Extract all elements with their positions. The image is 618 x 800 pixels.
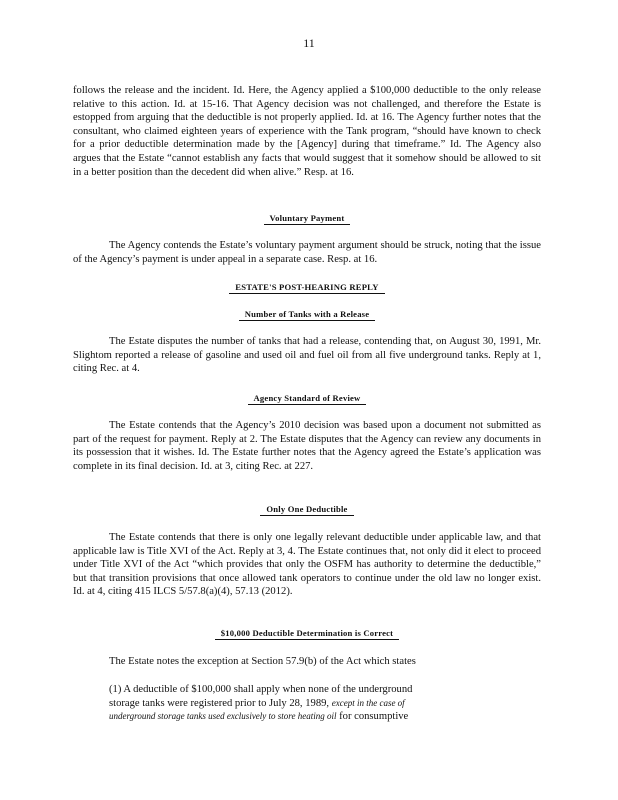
page-number: 11 (303, 36, 315, 50)
paragraph-text: The Agency contends the Estate’s voluntary payment argument should be struck, noting that the issue of the Agency’s payment is under appeal in a separate case. Resp. at 16. (73, 240, 541, 265)
quote-line: underground storage tanks used exclusively to store heating oil for consumptive (109, 711, 409, 723)
heading-number-of-tanks: Number of Tanks with a Release (73, 309, 541, 319)
heading-standard-of-review: Agency Standard of Review (73, 393, 541, 403)
paragraph-text: The Estate notes the exception at Section 57.9(b) of the Act which states (109, 656, 416, 667)
heading-only-one-deductible: Only One Deductible (73, 504, 541, 514)
paragraph-standard-of-review (73, 419, 541, 473)
quote-line: (1) A deductible of $100,000 shall apply when none of the underground (109, 684, 413, 695)
paragraph-agency-deductible (73, 84, 541, 179)
paragraph-text: The Estate contends that there is only one legally relevant deductible under applicable law, and that applicable law is Title XVI of the Act. Reply at 3, 4. The Estate continues that, not only did it elect to proceed under Title XVI of the Act “which provides that only the OSFM has authority to determine the deductible,” but that transition provisions that once allowed tank operators to continue under the old law no longer exist. Id. at 4, citing 415 ILCS 5/57.8(a)(4), 57.13 (2012). (73, 532, 541, 598)
heading-voluntary-payment: Voluntary Payment (73, 213, 541, 223)
heading-deductible-determination: $10,000 Deductible Determination is Correct (73, 628, 541, 638)
paragraph-text: The Estate contends that the Agency’s 2010 decision was based upon a document not submitted as part of the request for payment. Reply at 2. The Estate disputes that the Agency can review any documents in its possession that it wishes. Id. The Estate further notes that the Agency agreed the Estate’s application was complete in its final decision. Id. at 3, citing Rec. at 227. (73, 420, 541, 472)
paragraph-text: The Estate disputes the number of tanks that had a release, contending that, on August 30, 1991, Mr. Slightom reported a release of gasoline and used oil and fuel oil from all five underground tanks. Reply at 1, citing Rec. at 4. (73, 336, 541, 375)
paragraph-only-one-deductible (73, 531, 541, 599)
paragraph-number-of-tanks (73, 335, 541, 376)
paragraph-text: follows the release and the incident. Id. Here, the Agency applied a $100,000 deductible to the only release relative to this action. Id. at 15-16. That Agency decision was not challenged, and therefore the Estate is estopped from arguing that the deductible is not properly applied. Id. at 16. The Agency further notes that the consultant, who claimed eighteen years of experience with the Tank program, “should have known to check for a prior deductible determination made by the [Agency] during that timeframe.” Id. The Agency also argues that the Estate “cannot establish any facts that would suggest that it somehow should be allowed to sit in a better position than the decedent did when alive.” Resp. at 16. (73, 85, 541, 178)
paragraph-voluntary-payment (73, 239, 541, 266)
paragraph-exception (73, 655, 541, 669)
quote-line: storage tanks were registered prior to July 28, 1989, except in the case of (109, 697, 405, 709)
heading-estate-reply: ESTATE'S POST-HEARING REPLY (73, 282, 541, 292)
block-quote-statute (109, 683, 489, 724)
